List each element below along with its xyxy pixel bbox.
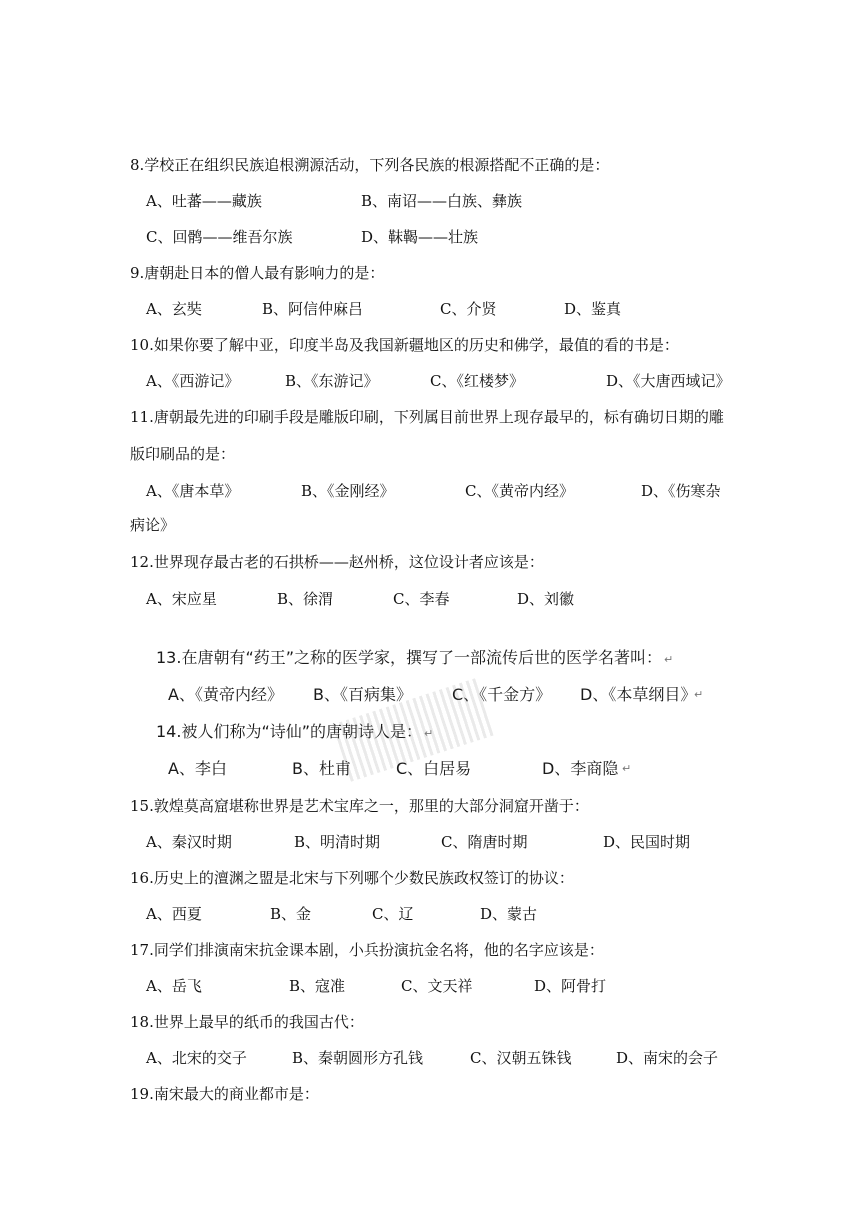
question-13: [156, 648, 673, 670]
question-11: 11.唐朝最先进的印刷手段是雕版印刷，下列属目前世界上现存最早的，标有确切日期的雕: [130, 408, 724, 426]
option-8b: B、南诏——白族、彝族: [361, 192, 523, 210]
option-17a: A、岳飞: [146, 977, 202, 995]
option-10b: B、《东游记》: [285, 372, 379, 390]
option-11a: A、《唐本草》: [146, 482, 240, 500]
option-14c: C、白居易: [396, 759, 472, 778]
option-15a: A、秦汉时期: [146, 833, 232, 851]
return-mark: ↵: [424, 727, 434, 740]
option-14d: D、李商隐: [542, 759, 619, 778]
option-12d: D、刘徽: [517, 590, 575, 608]
return-mark: ↵: [694, 688, 704, 701]
option-12a: A、宋应星: [146, 590, 217, 608]
option-15b: B、明清时期: [294, 833, 381, 851]
option-17d: D、阿骨打: [534, 977, 607, 995]
question-9: 9.唐朝赴日本的僧人最有影响力的是：: [130, 264, 385, 282]
question-12: 12.世界现存最古老的石拱桥——赵州桥，这位设计者应该是：: [130, 553, 544, 571]
option-10c: C、《红楼梦》: [430, 372, 524, 390]
option-13b: B、《百病集》: [313, 685, 412, 704]
option-18b: B、秦朝圆形方孔钱: [292, 1049, 424, 1067]
option-15c: C、隋唐时期: [441, 833, 528, 851]
option-10d: D、《大唐西域记》: [606, 372, 731, 390]
option-11b: B、《金刚经》: [301, 482, 395, 500]
question-18: 18.世界上最早的纸币的我国古代：: [130, 1013, 364, 1031]
option-8a: A、吐蕃——藏族: [146, 192, 262, 210]
option-17b: B、寇准: [289, 977, 346, 995]
question-19: 19.南宋最大的商业都市是：: [130, 1085, 319, 1103]
option-8c: C、回鹘——维吾尔族: [146, 228, 293, 246]
option-9d: D、鉴真: [564, 300, 622, 318]
question-13-text: 13.在唐朝有“药王”之称的医学家，撰写了一部流传后世的医学名著叫：: [156, 648, 663, 667]
option-14b: B、杜甫: [292, 759, 351, 778]
question-15: 15.敦煌莫高窟堪称世界是艺术宝库之一，那里的大部分洞窟开凿于：: [130, 797, 589, 815]
return-mark: ↵: [664, 653, 674, 666]
option-14a: A、李白: [168, 759, 227, 778]
option-16c: C、辽: [372, 905, 414, 923]
return-mark: ↵: [622, 762, 632, 775]
option-18a: A、北宋的交子: [146, 1049, 247, 1067]
option-16b: B、金: [270, 905, 312, 923]
question-8: 8.学校正在组织民族追根溯源活动，下列各民族的根源搭配不正确的是：: [130, 156, 610, 174]
option-9c: C、介贤: [440, 300, 497, 318]
option-9b: B、阿信仲麻吕: [262, 300, 364, 318]
option-12c: C、李春: [393, 590, 450, 608]
option-13d: D、《本草纲目》: [580, 685, 697, 704]
question-17: 17.同学们排演南宋抗金课本剧，小兵扮演抗金名将，他的名字应该是：: [130, 941, 604, 959]
option-11d: D、《伤寒杂: [641, 482, 721, 500]
option-18d: D、南宋的会子: [616, 1049, 719, 1067]
option-13a: A、《黄帝内经》: [168, 685, 283, 704]
option-8d: D、靺鞨——壮族: [361, 228, 479, 246]
option-18c: C、汉朝五铢钱: [470, 1049, 572, 1067]
option-11c: C、《黄帝内经》: [465, 482, 574, 500]
question-14-text: 14.被人们称为“诗仙”的唐朝诗人是：: [156, 722, 423, 741]
option-16d: D、蒙古: [480, 905, 538, 923]
option-13c: C、《千金方》: [452, 685, 552, 704]
question-11-continued: 版印刷品的是：: [130, 445, 236, 463]
option-10a: A、《西游记》: [146, 372, 240, 390]
option-12b: B、徐渭: [277, 590, 334, 608]
question-10: 10.如果你要了解中亚，印度半岛及我国新疆地区的历史和佛学，最值的看的书是：: [130, 336, 679, 354]
question-16: 16.历史上的澶渊之盟是北宋与下列哪个少数民族政权签订的协议：: [130, 869, 574, 887]
option-17c: C、文天祥: [401, 977, 473, 995]
option-15d: D、民国时期: [603, 833, 691, 851]
option-16a: A、西夏: [146, 905, 202, 923]
option-11d-continued: 病论》: [130, 516, 176, 534]
option-9a: A、玄奘: [146, 300, 202, 318]
